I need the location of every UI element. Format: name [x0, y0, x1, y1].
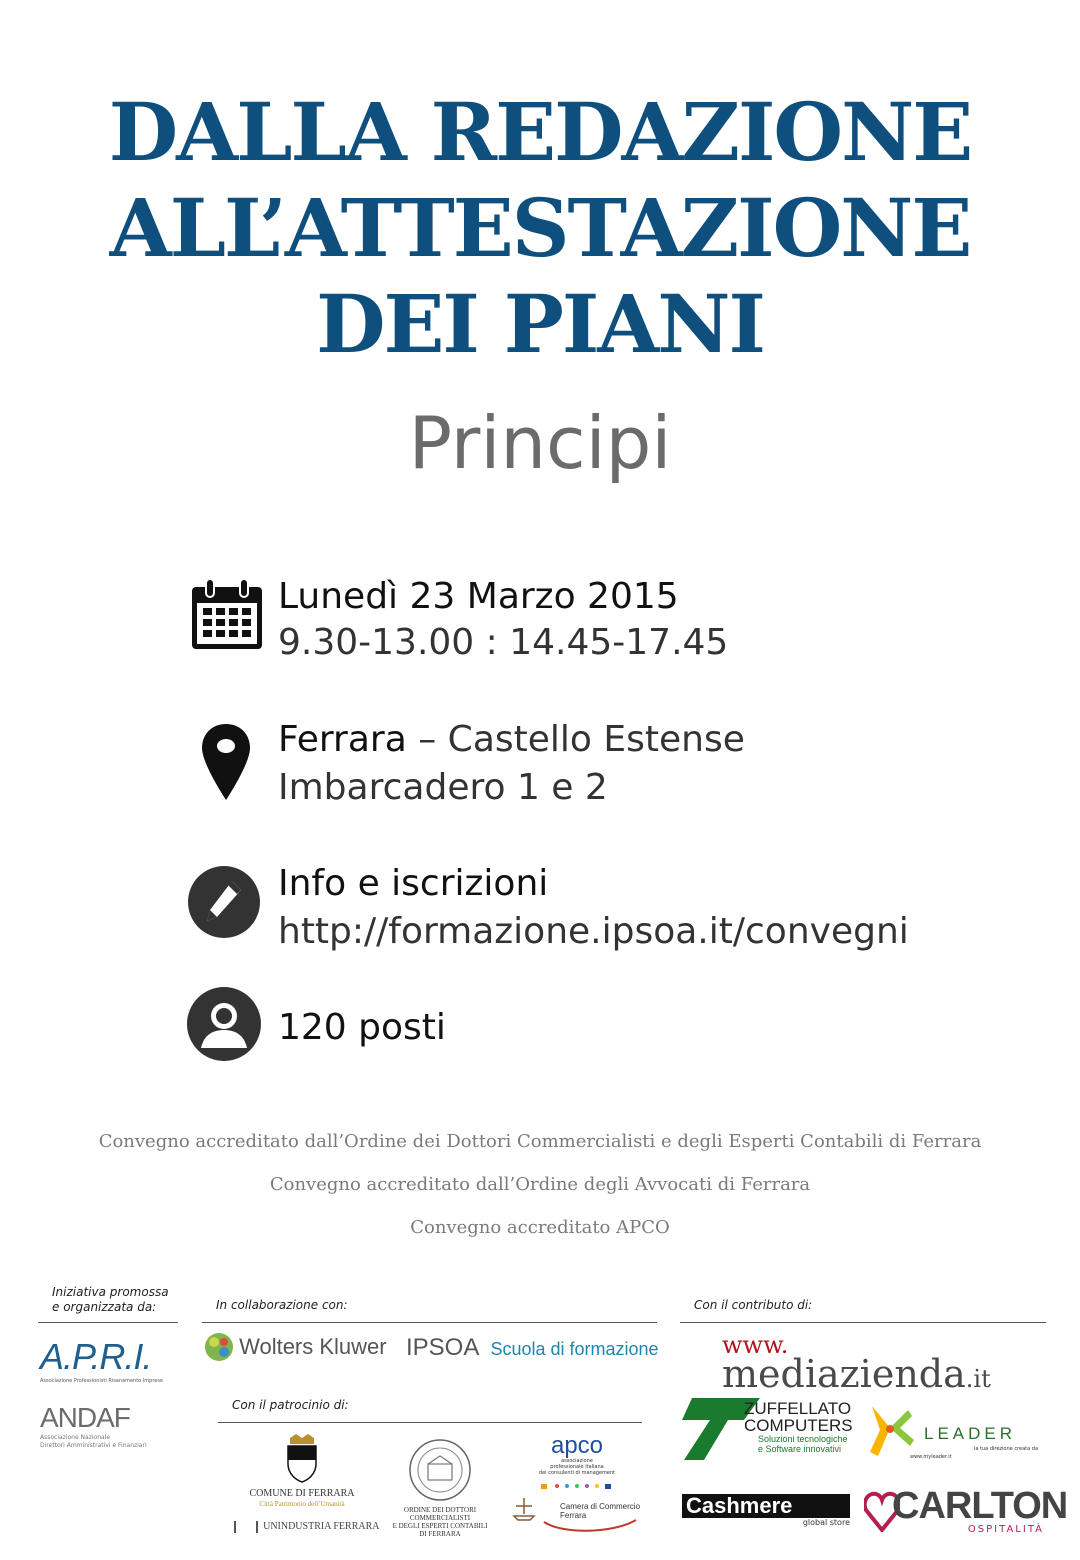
mediazienda-main: mediazienda	[722, 1352, 966, 1396]
accreditation-2: Convegno accreditato dall’Ordine degli Avvocati di Ferrara	[269, 1174, 811, 1195]
title-line-1: DALLA REDAZIONE	[108, 85, 972, 179]
apco-sub-2: professionale italiana	[550, 1464, 604, 1470]
mediazienda-it: .it	[965, 1365, 991, 1393]
unindustria-icon	[234, 1521, 258, 1533]
event-date: Lunedì 23 Marzo 2015	[278, 576, 679, 617]
odcec-line-1: ORDINE DEI DOTTORI	[403, 1506, 477, 1514]
event-city: Ferrara	[278, 719, 407, 760]
zuffellato-line-1: ZUFFELLATO	[744, 1399, 852, 1418]
event-room: Imbarcadero 1 e 2	[278, 767, 608, 808]
info-url-link[interactable]: http://formazione.ipsoa.it/convegni	[278, 911, 909, 952]
mediazienda-www: www.	[722, 1331, 789, 1359]
zuffellato-line-2: COMPUTERS	[744, 1416, 853, 1435]
apri-logo-subtext: Associazione Professionisti Risanamento Imprese	[40, 1378, 164, 1384]
promoted-label-line-2: e organizzata da:	[52, 1300, 157, 1314]
apco-sub-3: dei consulenti di management	[538, 1470, 616, 1476]
collab-label: In collaborazione con:	[216, 1298, 348, 1312]
seats: 120 posti	[278, 1007, 446, 1048]
mediazienda-wordmark	[722, 1352, 991, 1400]
title-line-2: ALL’ATTESTAZIONE	[109, 181, 971, 275]
apco-text: apco	[550, 1432, 604, 1459]
promoted-label-line-1: Iniziativa promossa	[52, 1285, 169, 1299]
ipsoa-text: IPSOA	[406, 1334, 480, 1361]
comune-shield-icon	[284, 1434, 320, 1484]
andaf-logo	[40, 1402, 147, 1450]
ipsoa-logo	[406, 1334, 659, 1362]
cashmere-sub: global store	[802, 1518, 850, 1527]
carlton-sub: OSPITALITÀ	[967, 1524, 1044, 1535]
camera-line-2: Ferrara	[560, 1511, 587, 1520]
event-location	[278, 717, 745, 763]
wolters-globe-icon	[204, 1332, 234, 1362]
cashmere-text: Cashmere	[682, 1494, 850, 1518]
apco-dots-icon	[537, 1481, 617, 1491]
calendar-icon	[190, 577, 264, 651]
wolters-kluwer-logo	[204, 1332, 387, 1362]
leader-tag: la tua direzione creata da	[974, 1446, 1039, 1452]
carlton-logo	[864, 1485, 1068, 1536]
zuffellato-text	[744, 1400, 853, 1454]
mediazienda-logo	[722, 1331, 991, 1400]
info-label: Info e iscrizioni	[278, 863, 549, 904]
odcec-line-3: E DEGLI ESPERTI CONTABILI	[392, 1522, 488, 1530]
patron-label: Con il patrocinio di:	[232, 1398, 349, 1412]
accreditation-1: Convegno accreditato dall’Ordine dei Dottori Commercialisti e degli Esperti Contabili di Ferrara	[98, 1131, 982, 1152]
promoted-rule	[38, 1322, 178, 1323]
apri-logo-text: A.P.R.I.	[40, 1336, 152, 1377]
patron-rule	[218, 1422, 642, 1423]
event-venue: – Castello Estense	[418, 719, 745, 760]
map-pin-icon	[200, 722, 252, 802]
camera-ship-icon	[512, 1496, 536, 1522]
collab-rule	[202, 1322, 657, 1323]
leader-sub: www.myleader.it	[910, 1454, 952, 1460]
leader-text: LEADER	[924, 1424, 1017, 1443]
zuffellato-line-4: e Software innovativi	[758, 1444, 842, 1454]
wolters-text: Wolters Kluwer	[239, 1334, 387, 1359]
page-title	[0, 84, 1080, 372]
comune-line-2: Città Patrimonio dell’Umanità	[259, 1500, 345, 1508]
camera-commercio-logo	[512, 1494, 641, 1534]
unindustria-text: UNINDUSTRIA FERRARA	[263, 1521, 380, 1532]
promoted-label	[52, 1285, 169, 1315]
odcec-line-2: COMMERCIALISTI	[409, 1514, 471, 1522]
accreditation-3: Convegno accreditato APCO	[410, 1217, 670, 1238]
andaf-logo-text: ANDAF	[40, 1402, 130, 1433]
contrib-label: Con il contributo di:	[694, 1298, 813, 1312]
subtitle: Principi	[408, 401, 672, 485]
user-icon	[186, 986, 262, 1062]
title-line-3: DEI PIANI	[316, 277, 764, 371]
carlton-text: CARLTON	[892, 1485, 1068, 1527]
leader-mark-icon	[866, 1404, 914, 1462]
odcec-logo	[392, 1438, 488, 1538]
contrib-rule	[680, 1322, 1046, 1323]
zuffellato-line-3: Soluzioni tecnologiche	[758, 1434, 848, 1444]
apco-logo	[535, 1434, 619, 1495]
unindustria-logo	[234, 1516, 380, 1535]
andaf-logo-subtext-2: Direttori Amministrativi e Finanziari	[40, 1442, 147, 1449]
comune-line-1: COMUNE DI FERRARA	[249, 1488, 355, 1499]
cashmere-logo	[682, 1494, 850, 1528]
apco-sub-1: associazione	[561, 1458, 593, 1464]
odcec-line-4: DI FERRARA	[419, 1530, 461, 1538]
apri-logo	[40, 1336, 163, 1385]
odcec-seal-icon	[408, 1438, 472, 1502]
event-time: 9.30-13.00 : 14.45-17.45	[278, 622, 729, 663]
scuola-text: Scuola di formazione	[490, 1339, 659, 1359]
comune-ferrara-logo	[246, 1434, 358, 1509]
andaf-logo-subtext-1: Associazione Nazionale	[40, 1434, 111, 1441]
leader-logo	[866, 1404, 1038, 1464]
camera-line-1: Camera di Commercio	[560, 1502, 641, 1511]
camera-swoosh-icon	[542, 1518, 638, 1532]
pencil-icon	[187, 865, 261, 939]
